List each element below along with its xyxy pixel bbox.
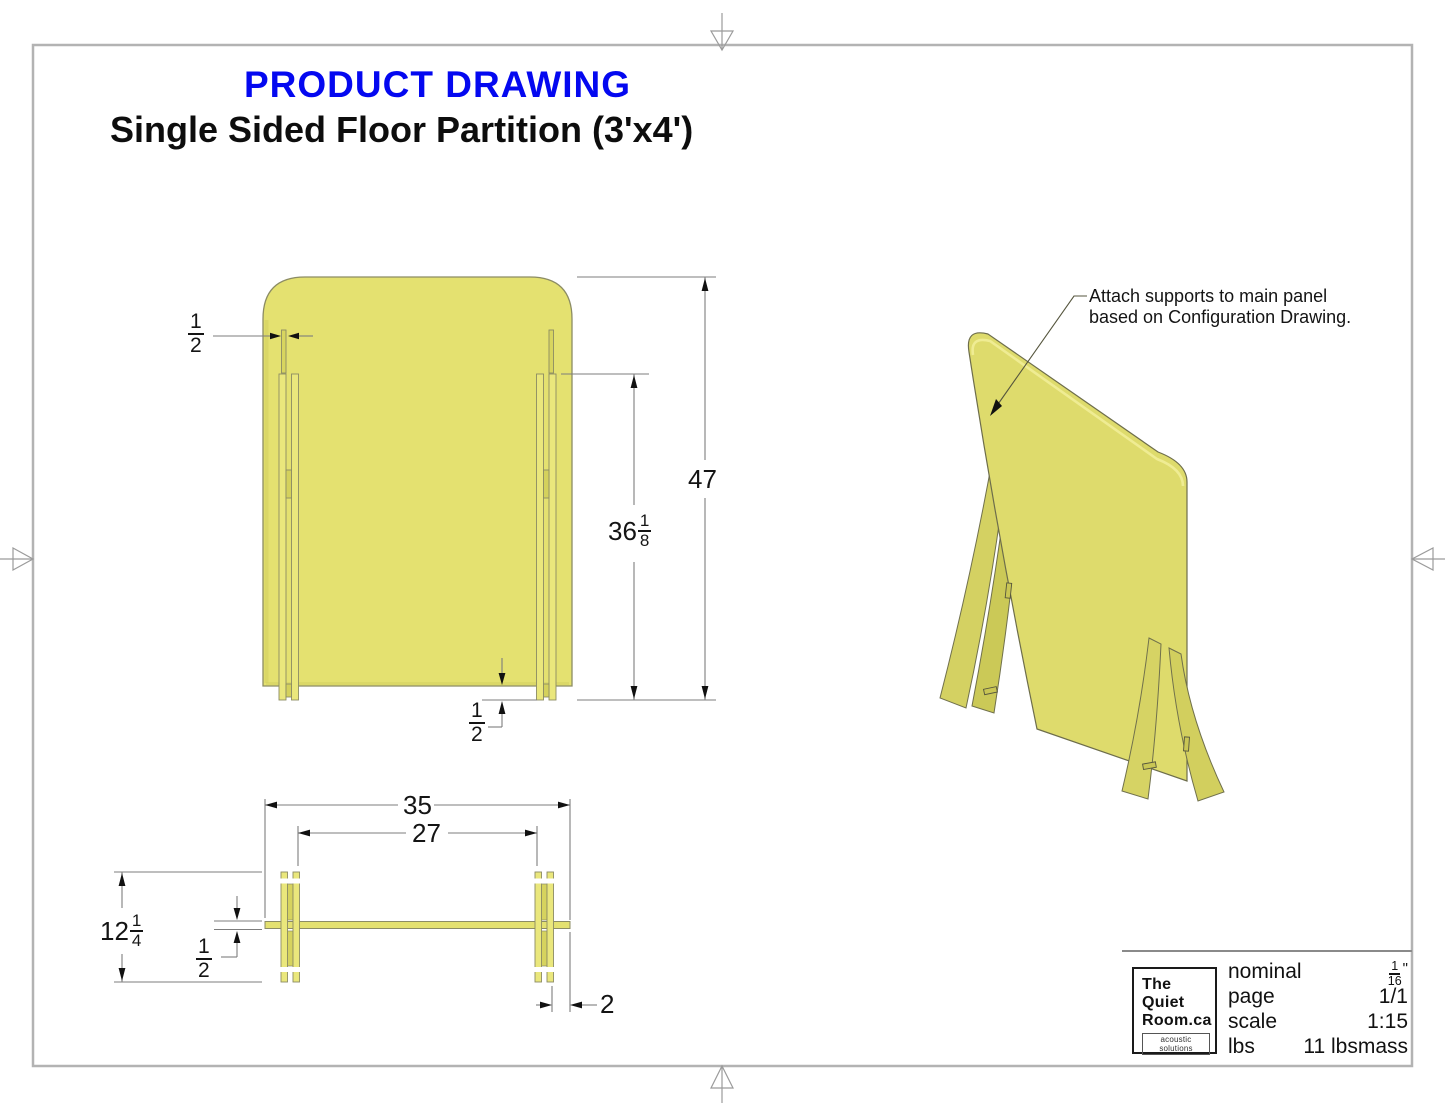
page-subtitle: Single Sided Floor Partition (3'x4') bbox=[110, 109, 694, 150]
iso-annotation-line1: Attach supports to main panel bbox=[1089, 286, 1328, 306]
logo-line3: Room.ca bbox=[1142, 1012, 1212, 1029]
mass-label: lbs bbox=[1228, 1035, 1255, 1058]
iso-view bbox=[940, 296, 1224, 801]
company-logo bbox=[1132, 967, 1217, 1054]
logo-tagline: acoustic solutions bbox=[1142, 1033, 1210, 1055]
dim-label-support-depth: 12 $\frac{1}{4}$ bbox=[100, 911, 142, 950]
dim-label-support-height: 36 $\frac{1}{8}$ bbox=[608, 511, 650, 550]
plan-view bbox=[114, 799, 597, 1012]
plan-main-panel bbox=[265, 922, 570, 929]
logo-line2: Quiet bbox=[1142, 994, 1185, 1011]
title-block-row-page bbox=[1228, 985, 1408, 1010]
dim-label-panel-thickness: $\frac{1}{2}$ bbox=[198, 935, 210, 983]
front-main-panel bbox=[263, 277, 572, 686]
title-block-table bbox=[1228, 960, 1408, 1060]
nominal-label: nominal bbox=[1228, 960, 1302, 983]
page-value: 1/1 bbox=[1378, 985, 1408, 1008]
title-block-row-mass bbox=[1228, 1035, 1408, 1060]
page-border bbox=[33, 45, 1412, 1066]
dim-label-overall-height: 47 bbox=[688, 464, 717, 494]
dim-label-overall-width: 35 bbox=[403, 790, 432, 820]
registration-marks bbox=[0, 13, 1445, 1103]
page-label: page bbox=[1228, 985, 1275, 1008]
scale-label: scale bbox=[1228, 1010, 1278, 1033]
page-title: PRODUCT DRAWING bbox=[244, 64, 632, 105]
logo-line1: The bbox=[1142, 976, 1172, 993]
front-view bbox=[213, 277, 716, 727]
dim-panel-thickness bbox=[214, 896, 262, 957]
title-block-row-nominal bbox=[1228, 959, 1408, 988]
dim-label-edge-offset: 2 bbox=[600, 989, 615, 1019]
iso-annotation-line2: based on Configuration Drawing. bbox=[1089, 307, 1352, 327]
scale-value: 1:15 bbox=[1367, 1010, 1408, 1033]
nominal-value: $\frac{1}{16}$ " bbox=[1387, 959, 1408, 988]
title-block-divider bbox=[1122, 950, 1412, 952]
dim-label-foot-drop: $\frac{1}{2}$ bbox=[471, 699, 483, 747]
nominal-unit: " bbox=[1402, 960, 1408, 977]
title-block-row-scale bbox=[1228, 1010, 1408, 1035]
mass-value: 11 lbsmass bbox=[1303, 1035, 1408, 1058]
dim-label-support-spacing: 27 bbox=[412, 818, 441, 848]
dim-label-slot-width: $\frac{1}{2}$ bbox=[190, 310, 202, 358]
iso-annotation bbox=[1089, 286, 1351, 328]
front-left-top-slot bbox=[282, 330, 287, 373]
front-right-top-slot bbox=[549, 330, 554, 373]
